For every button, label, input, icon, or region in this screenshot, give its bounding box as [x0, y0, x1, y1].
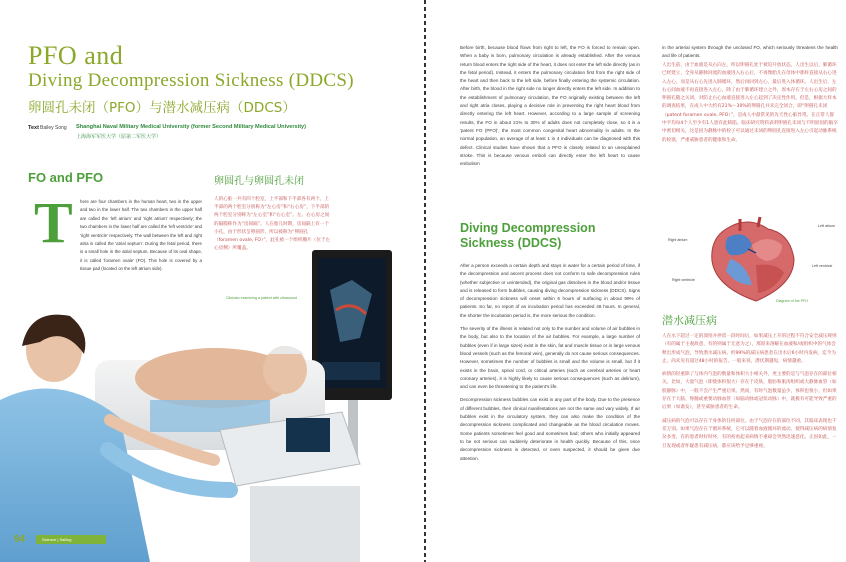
label-left-atrium: Left atrium [818, 224, 835, 228]
section-heading-fo-pfo-cn: 卵圆孔与卵圆孔未闭 [214, 176, 304, 187]
right-page [426, 0, 846, 562]
paragraph: 病情的轻重除了与体内气泡的数量和体积大小相关外，更主要的是与气泡存在的部位相关。比如，大量气泡（即使体积很大）存在于皮肤、脂肪和肌肉组织或大静脉血管（如股静脉）中，一般不会产生严重后果。然而，有时气泡数量虽少，体积也很小，但如果存在于大脑、脊髓或重要动脉血管（如脑动脉或冠状动脉）中，就极有可能导致严重的后果（如谵妄），甚至威胁患者的生命。 [662, 372, 837, 411]
label-left-ventricle: Left ventricle [812, 264, 833, 268]
article-title-line1: PFO and [28, 41, 124, 70]
right-column-2-cn-bottom [662, 333, 838, 456]
right-column-2-cn-top: 人出生前，由于血液是从右向左，所以卵圆孔处于被迫开放状态。人出生以后，肺循环已经建立，全身从静脉回流的血液进入右心后，不再像胎儿在母体中那样直接从右心进入左心，而是从右心先进入肺循环，然后再回到左心，最后进入体循环。人出生后，左右心间血液不再直接进入左心，除了由于肺循环建立之外，原本存在于左右心房之间的卵圆孔随之关闭，对防止右心血液直接进入左心起到了决定性作用。但是，根据大样本的调查结果，在成人中大约有21%～30%的卵圆孔并未完全闭合，即“卵圆孔未闭（patent foramen ovale, PFO）”，是成人中最常见的先天性心脏异常。在正常人群中平均每4个人至少有1人患有此缺陷。临床研究资料表明卵圆孔未闭与不明原因的脑卒中密切相关，这是因为静脉中的栓子可以通过未闭的卵圆孔直接进入左心引起动脉系统的栓塞，严重威胁患者的健康和生命。 [662, 63, 838, 143]
ultrasound-console [220, 412, 360, 562]
byline [28, 122, 418, 148]
article-title-en [28, 42, 418, 92]
label-right-atrium: Right atrium [668, 238, 688, 242]
right-column-2-top-en: in the arterial system through the unclosed FO, which seriously threatens the health and life of patients. [662, 45, 838, 59]
footer-section-label: Science | Sailing [36, 535, 106, 544]
section-heading-ddcs: Diving Decompression Sickness (DDCS) [460, 221, 596, 250]
byline-authors: Bailey Song [40, 125, 67, 131]
byline-label: Text [28, 125, 39, 131]
body-text-en-left: here are four chambers in the human heart, two in the upper and two in the lower half. The two chambers in the upper half are called the 'left atrium' and 'right atrium' respectively; the two chambers in the lower half are called the 'left ventricle' and 'right ventricle' respectively. The wall between the left and right atria is called the 'atrial septum'. During the fetal period, there is a small hole in the atrial septum. Because of its oval shape, it is called 'foramen ovale' (FO). This hole is covered by a tissue pad (located on the left atrium side). [80, 199, 202, 272]
page-footer-left [14, 534, 134, 546]
ultrasound-exam-photo [0, 250, 424, 562]
article-title-cn: 卵圆孔未闭（PFO）与潜水减压病（DDCS） [28, 100, 296, 116]
drop-cap: T [34, 190, 73, 255]
paragraph: After a person exceeds a certain depth and stays in water for a certain period of time, if the decompression and ascent process does not conform to safe decompression rules (whether subjective or unintended), the original gas dissolves in the blood and/or tissue and is released to form bubbles, causing diving decompression sickness (DDCS). Signs of decompression sickness will onset within 6 hours of surfacing in about 99% of patients. So far, no report of an incubation period has exceeded 48 hours. In general, the shorter the incubation period is, the more serious the condition. [460, 263, 640, 318]
paragraph: Before birth, because blood flows from right to left, the FO is forced to remain open. When a baby is born, pulmonary circulation is already established. After the venous return blood enters the right side of the heart, it does not enter the left side directly (as in the fetal period). Instead, it enters the pulmonary circulation first from the right side of the heart and then back to the left side, before finally entering the systemic circulation. After birth, the blood in the right side no longer directly enters the left side. In addition to the establishment of pulmonary circulation, the FO originally existing between the left and right atria closes, playing a decisive role in preventing the right heart blood from directly entering the left heart. However, according to a large sample of screening results, the FO in about 21% to 30% of adults does not completely close, so it is a 'patent FO (PFO)', the most common congenital heart abnormality in adults. In the normal population, an average of at least 1 in 4 individuals can be diagnosed with this defect. Clinical studies have shown that a PFO is closely related to an unexplained stroke. This is because venous emboli can directly enter the left heart to cause embolism [460, 45, 640, 167]
paragraph: The severity of the illness is related not only to the number and volume of air bubbles in the body, but also to the location of the air bubbles. For example, a large number of bubbles (even if in large sizes) exist in the skin, fat and muscle tissue or in large venous blood vessels (such as the femoral vein), generally do not cause serious consequences. However, sometimes the number of bubbles is small and the volume is small, but if it exists in the brain, spinal cord, or critical arteries (such as cerebral arteries or heart coronary arteries), it is highly likely to cause serious consequences (such as delirium), and can even be threatening to the patient's life. [460, 326, 640, 390]
heart-diagram-caption: Diagram of the PFO [776, 299, 808, 303]
photo-caption: Clinician examining a patient with ultrasound [226, 296, 297, 300]
paragraph: 减压病的气泡可以存在于身体的任何部位。由于气泡存在的部位不同，其临床表现也千差万别。如果气泡存在于循环系统，它可以随着血液循环的流动，使得减压病的病情复杂多变，有的患者时好时坏，有的初看起来病情不重却会突然迅速恶化。正因如此，一旦发现或者怀疑患有减压病，都应该给予足够重视。 [662, 418, 837, 449]
paragraph: Decompression sickness bubbles can exist in any part of the body. Due to the presence of different bubbles, their clinical manifestations are not the same and vary widely. If air bubbles exist in the circulatory system, they can also make the condition of the decompression sickness complicated and changeable as the blood circulation moves. Some patients sometimes feel good and sometimes bad; others who initially appeared to be not serious can suddenly deteriorate in health quickly. Because of this, once decompression sickness is detected, or even suspected, it should be given due attention. [460, 397, 640, 461]
heart-diagram [686, 215, 816, 305]
article-title-line2: Diving Decompression Sickness (DDCS) [28, 70, 354, 91]
body-text-cn-left: 人的心脏一共有四个腔室，上半部和下半部各有两个。上半部的两个腔室分别称为“左心房”和“右心房”，下半部的两个腔室分别称为“左心室”和“右心室”。左、右心房之间的隔膜称作为“房间隔”。人在胎儿时期，房间隔上有一个小孔，由于形状呈卵圆形，所以被称为“卵圆孔（foramen ovale, FO）”，此孔被一个组织瓣片（位于左心房侧）所覆盖。 [214, 197, 331, 252]
page-number: 94 [14, 534, 26, 545]
byline-affiliation-en: Shanghai Naval Military Medical University (former Second Military Medical University) [76, 124, 307, 130]
right-column-1-top [460, 44, 640, 173]
paragraph: 人在水下超过一定的深度并停留一段时间后，如果减压上升的过程不符合安全减压规则（有的属于主观故意，有的则属于无意为之），那原来溶解在血液和/或组织中的气体会释出形成气泡，导致潜水减压病。约99%的减压病患者在出水后6小时内发病，迄今为止，尚未见有超过48小时的报告。一般来说，潜伏期越短，病情越重。 [662, 334, 837, 364]
section-heading-fo-pfo: FO and PFO [28, 170, 104, 185]
byline-affiliation-cn: 上海海军军医大学（原第二军医大学） [76, 134, 162, 140]
label-right-ventricle: Right ventricle [672, 278, 695, 282]
section-heading-ddcs-cn: 潜水减压病 [662, 314, 717, 327]
right-column-1-bottom [460, 262, 640, 468]
